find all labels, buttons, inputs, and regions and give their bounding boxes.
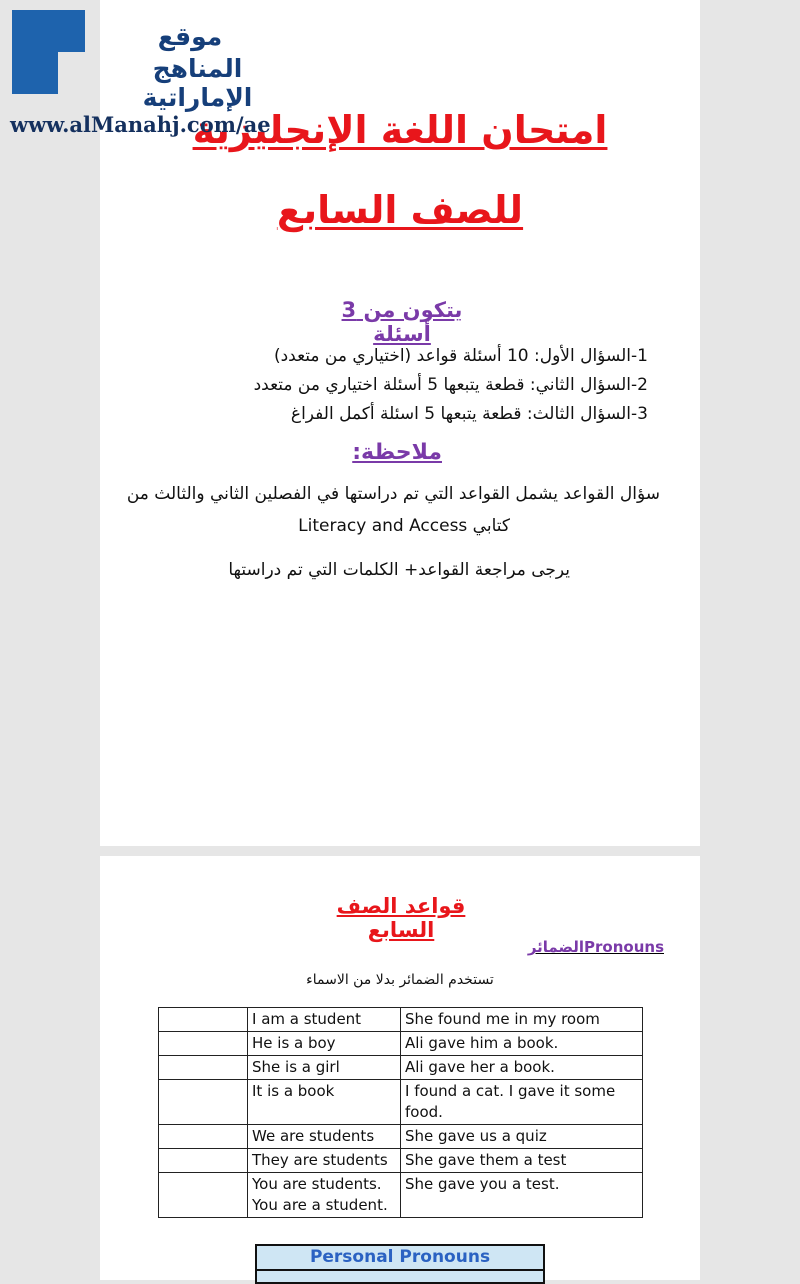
table-cell (159, 1056, 248, 1080)
table-cell: You are students. You are a student. (248, 1173, 401, 1218)
table-cell: I found a cat. I gave it some food. (401, 1080, 643, 1125)
table-cell: She gave us a quiz (401, 1125, 643, 1149)
table-row (159, 1149, 643, 1173)
pronouns-label-ar: الضمائر (527, 938, 585, 956)
personal-pronouns-title: Personal Pronouns (309, 1247, 491, 1267)
personal-pronouns-table (255, 1244, 545, 1284)
table-cell: He is a boy (248, 1032, 401, 1056)
table-cell: We are students (248, 1125, 401, 1149)
table-cell (159, 1008, 248, 1032)
note-line-3: يرجى مراجعة القواعد+ الكلمات التي تم دراستها (228, 560, 570, 580)
question-item-2: 2-السؤال الثاني: قطعة يتبعها 5 أسئلة اختياري من متعدد (253, 375, 648, 395)
table-row (159, 1125, 643, 1149)
note-line-1: سؤال القواعد يشمل القواعد التي تم دراستها في الفصلين الثاني والثالث من (126, 484, 660, 504)
note-heading: ملاحظة: (352, 440, 442, 465)
site-logo (0, 0, 300, 140)
table-cell: Ali gave him a book. (401, 1032, 643, 1056)
grade-title: للصف السابع (276, 188, 524, 232)
exam-title: امتحان اللغة الإنجليزية (192, 108, 608, 152)
table-cell: She found me in my room (401, 1008, 643, 1032)
table-cell: She gave you a test. (401, 1173, 643, 1218)
logo-square-bottom (12, 52, 58, 94)
question-item-3: 3-السؤال الثالث: قطعة يتبعها 5 اسئلة أكمل الفراغ (290, 404, 648, 424)
table-cell (159, 1032, 248, 1056)
table-row (159, 1008, 643, 1032)
table-row (159, 1032, 643, 1056)
pronouns-label (528, 938, 664, 956)
table-cell: It is a book (248, 1080, 401, 1125)
table-cell: She gave them a test (401, 1149, 643, 1173)
note-line-2: كتابي Literacy and Access (298, 516, 510, 536)
table-cell (159, 1173, 248, 1218)
logo-text-line2: المناهج الإماراتية (142, 54, 253, 112)
table-cell (159, 1149, 248, 1173)
table-cell (159, 1080, 248, 1125)
logo-square-top (40, 10, 85, 52)
pronouns-description: تستخدم الضمائر بدلا من الاسماء (306, 972, 494, 988)
question-item-1: 1-السؤال الأول: 10 أسئلة قواعد (اختياري من متعدد) (273, 346, 648, 366)
table-cell: She is a girl (248, 1056, 401, 1080)
table-row (159, 1173, 643, 1218)
logo-url: www.alManahj.com/ae (10, 112, 271, 137)
table-row (159, 1080, 643, 1125)
pronouns-label-en: Pronouns (584, 938, 664, 956)
table-cell (159, 1125, 248, 1149)
table-cell: Ali gave her a book. (401, 1056, 643, 1080)
table-row (159, 1056, 643, 1080)
grammar-title: قواعد الصف السابع (336, 894, 466, 942)
table-cell: They are students (248, 1149, 401, 1173)
table-cell: I am a student (248, 1008, 401, 1032)
questions-count-heading: يتكون من 3 أسئلة (341, 298, 463, 346)
pronouns-table (158, 1007, 643, 1218)
table-divider (257, 1269, 543, 1271)
logo-text-line1: موقع (157, 22, 223, 51)
